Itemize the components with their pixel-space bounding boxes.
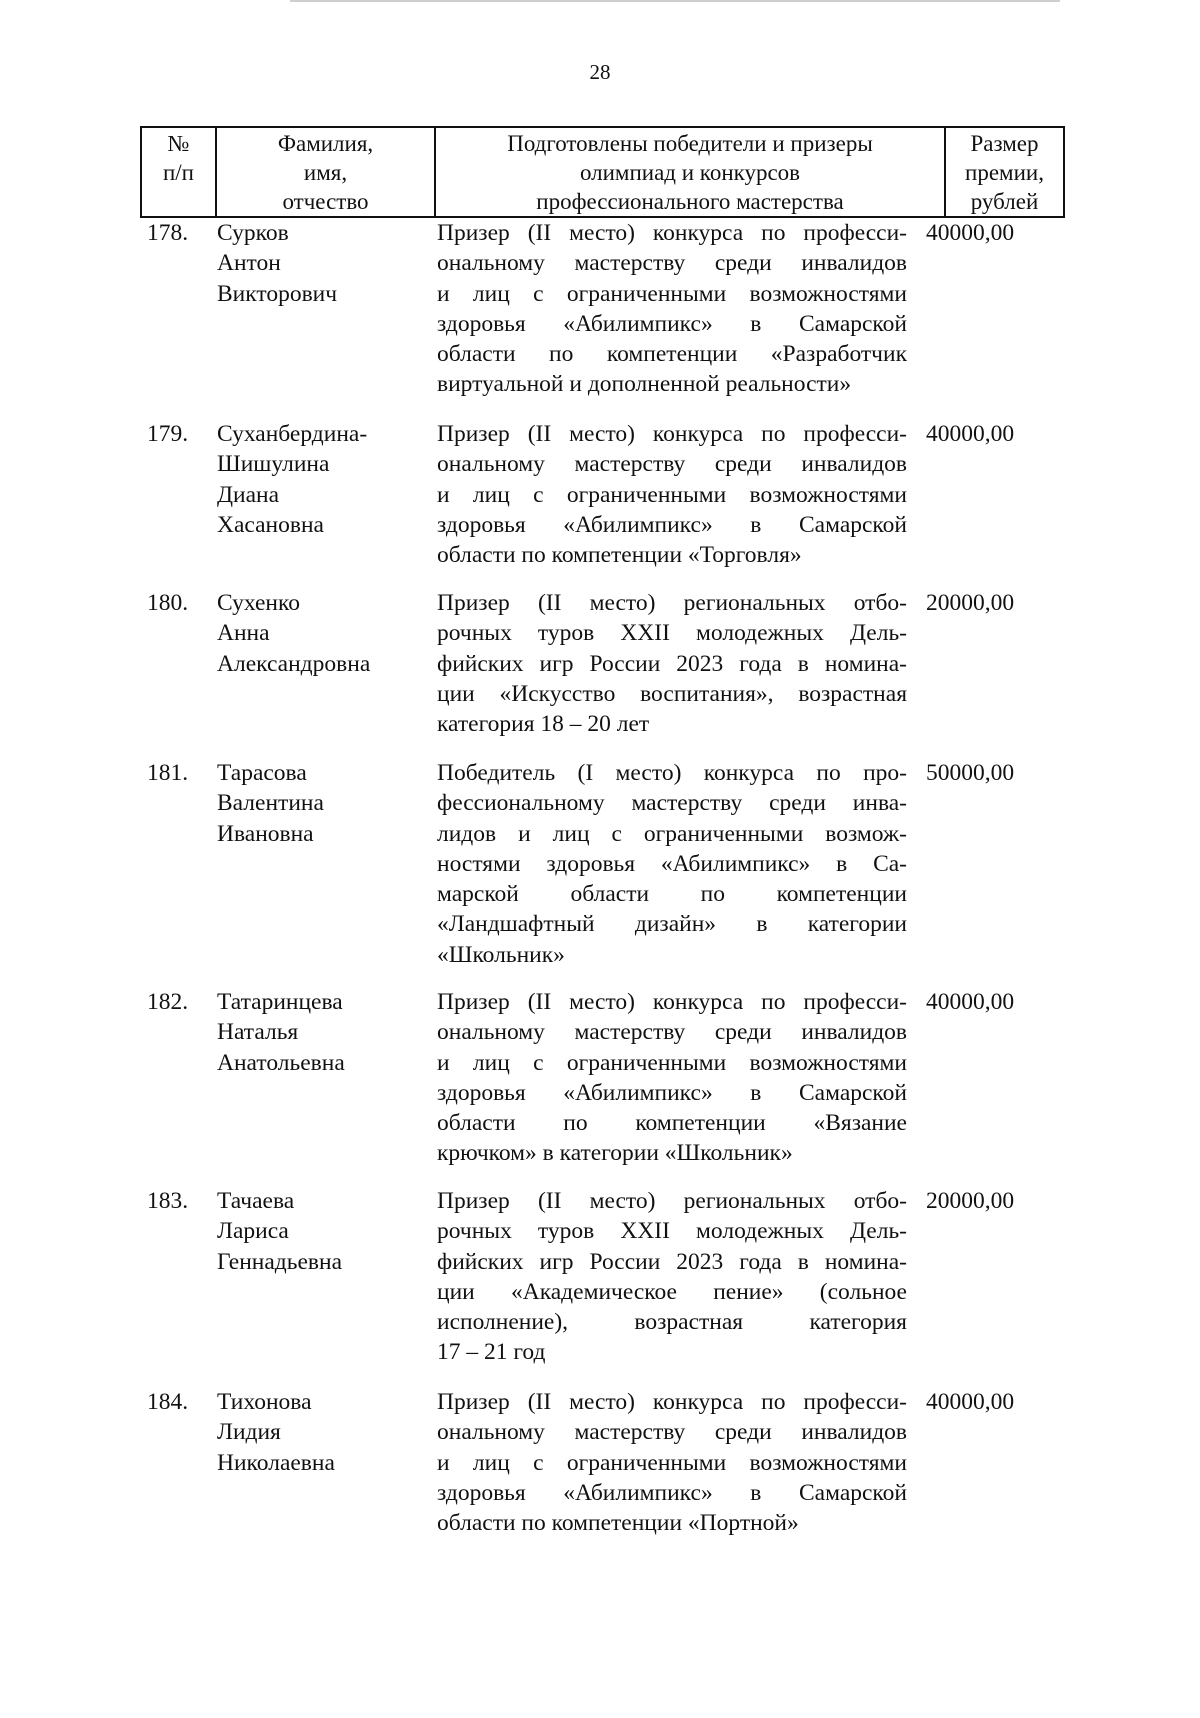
achievement-line: ональному мастерству среди инвалидов <box>437 1419 907 1446</box>
name-line: Сухенко <box>217 590 300 616</box>
name-line: Тихонова <box>217 1389 312 1415</box>
achievement-line: и лиц с ограниченными возможностями <box>437 280 907 307</box>
header-achievement: Подготовлены победители и призеры олимпиад и конкурсов профессионального мастерства <box>434 128 944 216</box>
achievement-line: области по компетенции «Торговля» <box>437 542 802 569</box>
name-line: Анатольевна <box>217 1049 345 1076</box>
row-achievement <box>437 419 907 570</box>
achievement-line: ональному мастерству среди инвалидов <box>437 451 907 478</box>
achievement-line: 17 – 21 год <box>437 1339 546 1366</box>
achievement-line: области по компетенции «Разработчик <box>437 341 907 368</box>
row-prize-amount: 40000,00 <box>926 989 1015 1015</box>
achievement-line: Победитель (I место) конкурса по про- <box>437 760 907 786</box>
achievement-line: Призер (II место) региональных отбо- <box>437 590 907 616</box>
achievement-line: фийских игр России 2023 года в номина- <box>437 1248 907 1275</box>
row-prize-amount: 50000,00 <box>926 760 1015 786</box>
achievement-line: категория 18 – 20 лет <box>437 711 650 738</box>
achievement-line: фессиональному мастерству среди инва- <box>437 790 907 817</box>
name-line: Сурков <box>217 220 289 246</box>
row-full-name <box>217 758 417 849</box>
row-prize-amount: 20000,00 <box>926 1188 1015 1214</box>
row-full-name <box>217 218 417 309</box>
row-achievement <box>437 1186 907 1368</box>
achievement-line: «Школьник» <box>437 941 565 968</box>
name-line: Лидия <box>217 1419 281 1446</box>
achievement-line: области по компетенции «Вязание <box>437 1110 907 1137</box>
name-line: Геннадьевна <box>217 1248 343 1275</box>
row-full-name <box>217 419 417 540</box>
achievement-line: здоровья «Абилимпикс» в Самарской <box>437 511 907 538</box>
row-number: 182. <box>147 989 189 1015</box>
achievement-line: области по компетенции «Портной» <box>437 1510 799 1537</box>
achievement-line: здоровья «Абилимпикс» в Самарской <box>437 1079 907 1106</box>
header-prize-amount: Размер премии, рублей <box>944 128 1063 216</box>
row-number: 179. <box>147 421 189 447</box>
row-full-name <box>217 1186 417 1277</box>
achievement-line: «Ландшафтный дизайн» в категории <box>437 911 907 938</box>
name-line: Татаринцева <box>217 989 343 1015</box>
achievement-line: марской области по компетенции <box>437 881 907 908</box>
achievement-line: Призер (II место) региональных отбо- <box>437 1188 907 1214</box>
achievement-line: Призер (II место) конкурса по професси- <box>437 1389 907 1415</box>
achievement-line: и лиц с ограниченными возможностями <box>437 481 907 508</box>
name-line: Николаевна <box>217 1449 335 1476</box>
page-top-border <box>290 0 1060 2</box>
row-number: 180. <box>147 590 189 616</box>
row-number: 181. <box>147 760 189 786</box>
achievement-line: фийских игр России 2023 года в номина- <box>437 650 907 677</box>
name-line: Шишулина <box>217 451 330 478</box>
row-prize-amount: 20000,00 <box>926 590 1015 616</box>
page-number: 28 <box>589 60 611 84</box>
row-achievement <box>437 758 907 970</box>
row-achievement <box>437 588 907 739</box>
row-number: 178. <box>147 220 189 246</box>
achievement-line: крючком» в категории «Школьник» <box>437 1140 793 1167</box>
row-achievement <box>437 1387 907 1538</box>
achievement-line: Призер (II место) конкурса по професси- <box>437 989 907 1015</box>
row-full-name <box>217 987 417 1078</box>
name-line: Антон <box>217 250 281 277</box>
row-prize-amount: 40000,00 <box>926 421 1015 447</box>
achievement-line: ции «Академическое пение» (сольное <box>437 1278 907 1305</box>
row-number: 184. <box>147 1389 189 1415</box>
achievement-line: рочных туров XXII молодежных Дель- <box>437 1218 907 1245</box>
row-prize-amount: 40000,00 <box>926 1389 1015 1415</box>
name-line: Лариса <box>217 1218 289 1245</box>
achievement-line: здоровья «Абилимпикс» в Самарской <box>437 310 907 337</box>
name-line: Александровна <box>217 650 371 677</box>
row-achievement <box>437 987 907 1169</box>
header-full-name: Фамилия, имя, отчество <box>215 128 434 216</box>
achievement-line: и лиц с ограниченными возможностями <box>437 1449 907 1476</box>
name-line: Викторович <box>217 280 338 307</box>
name-line: Ивановна <box>217 820 314 847</box>
row-full-name <box>217 588 417 679</box>
table-header <box>140 126 1065 218</box>
row-achievement <box>437 218 907 400</box>
header-number: № п/п <box>162 131 194 185</box>
achievement-line: рочных туров XXII молодежных Дель- <box>437 620 907 647</box>
achievement-line: ональному мастерству среди инвалидов <box>437 250 907 277</box>
row-number: 183. <box>147 1188 189 1214</box>
row-prize-amount: 40000,00 <box>926 220 1015 246</box>
name-line: Хасановна <box>217 511 324 538</box>
name-line: Наталья <box>217 1019 299 1046</box>
name-line: Тачаева <box>217 1188 295 1214</box>
achievement-line: Призер (II место) конкурса по професси- <box>437 220 907 246</box>
achievement-line: и лиц с ограниченными возможностями <box>437 1049 907 1076</box>
achievement-line: ональному мастерству среди инвалидов <box>437 1019 907 1046</box>
row-full-name <box>217 1387 417 1478</box>
achievement-line: здоровья «Абилимпикс» в Самарской <box>437 1479 907 1506</box>
achievement-line: виртуальной и дополненной реальности» <box>437 371 852 398</box>
name-line: Валентина <box>217 790 324 817</box>
achievement-line: ции «Искусство воспитания», возрастная <box>437 680 907 707</box>
achievement-line: лидов и лиц с ограниченными возмож- <box>437 820 907 847</box>
achievement-line: ностями здоровья «Абилимпикс» в Са- <box>437 850 907 877</box>
achievement-line: Призер (II место) конкурса по професси- <box>437 421 907 447</box>
name-line: Суханбердина- <box>217 421 368 447</box>
name-line: Тарасова <box>217 760 307 786</box>
name-line: Анна <box>217 620 270 647</box>
achievement-line: исполнение), возрастная категория <box>437 1309 907 1336</box>
name-line: Диана <box>217 481 280 508</box>
